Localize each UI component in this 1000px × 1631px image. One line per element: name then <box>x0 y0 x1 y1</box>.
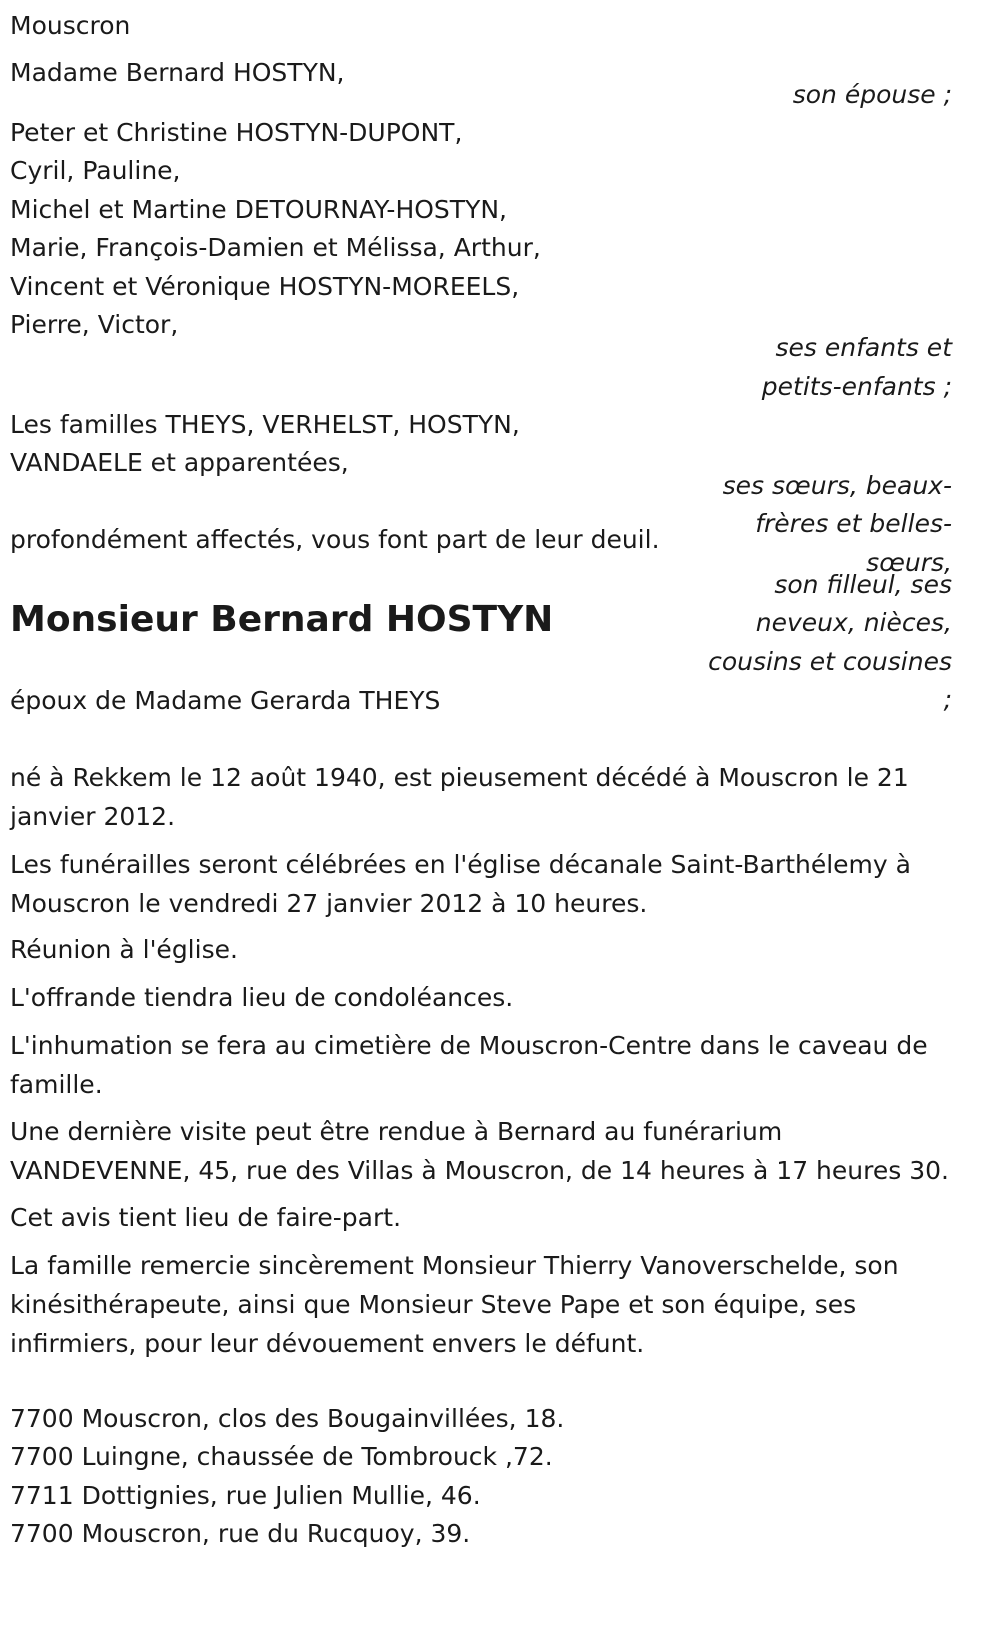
paragraph-thanks: La famille remercie sincèrement Monsieur Thierry Vanoverschelde, son kinésithérapeute, ainsi que Monsieur Steve Pape et son équipe, ses infirmiers, pour leur dévouement envers le défunt. <box>10 1251 899 1358</box>
paragraph-funeral: Les funérailles seront célébrées en l'église décanale Saint-Barthélemy à Mouscron le vendredi 27 janvier 2012 à 10 heures. <box>10 850 911 918</box>
children-line: Vincent et Véronique HOSTYN-MOREELS, <box>10 272 520 301</box>
families-line: VANDAELE et apparentées, <box>10 448 349 477</box>
nephews-relation: neveux, nièces, <box>755 608 952 637</box>
deceased-name: Monsieur Bernard HOSTYN <box>10 599 554 640</box>
children-line: Peter et Christine HOSTYN-DUPONT, <box>10 118 463 147</box>
address-line: 7700 Mouscron, rue du Rucquoy, 39. <box>10 1519 471 1548</box>
siblings-relation: frères et belles- <box>755 509 952 538</box>
affected-text: profondément affectés, vous font part de leur deuil. <box>10 525 660 554</box>
paragraph-burial: L'inhumation se fera au cimetière de Mouscron-Centre dans le caveau de famille. <box>10 1031 928 1099</box>
siblings-relation: ses sœurs, beaux- <box>722 471 952 500</box>
address-line: 7700 Mouscron, clos des Bougainvillées, 18. <box>10 1404 565 1433</box>
nephews-relation: ; <box>943 685 952 714</box>
children-relation: ses enfants et <box>775 333 952 362</box>
paragraph-birth-death: né à Rekkem le 12 août 1940, est pieusement décédé à Mouscron le 21 janvier 2012. <box>10 763 909 831</box>
paragraph-offering: L'offrande tiendra lieu de condoléances. <box>10 983 514 1012</box>
paragraph-visit: Une dernière visite peut être rendue à Bernard au funérarium VANDEVENNE, 45, rue des Villas à Mouscron, de 14 heures à 17 heures 30. <box>10 1117 949 1185</box>
siblings-relation: sœurs, <box>866 548 952 577</box>
spouse-relation: son épouse ; <box>792 80 952 109</box>
nephews-relation: cousins et cousines <box>708 647 952 676</box>
nephews-relation: son filleul, ses <box>774 570 952 599</box>
children-relation: petits-enfants ; <box>761 372 952 401</box>
paragraph-meeting: Réunion à l'église. <box>10 935 238 964</box>
children-line: Cyril, Pauline, <box>10 156 181 185</box>
children-line: Marie, François-Damien et Mélissa, Arthur, <box>10 233 541 262</box>
children-line: Michel et Martine DETOURNAY-HOSTYN, <box>10 195 507 224</box>
address-line: 7711 Dottignies, rue Julien Mullie, 46. <box>10 1481 481 1510</box>
children-line: Pierre, Victor, <box>10 310 179 339</box>
spouse-of: époux de Madame Gerarda THEYS <box>10 686 441 715</box>
address-line: 7700 Luingne, chaussée de Tombrouck ,72. <box>10 1442 553 1471</box>
spouse-name: Madame Bernard HOSTYN, <box>10 58 345 87</box>
families-line: Les familles THEYS, VERHELST, HOSTYN, <box>10 410 520 439</box>
city-heading: Mouscron <box>10 11 131 40</box>
paragraph-notice: Cet avis tient lieu de faire-part. <box>10 1203 402 1232</box>
